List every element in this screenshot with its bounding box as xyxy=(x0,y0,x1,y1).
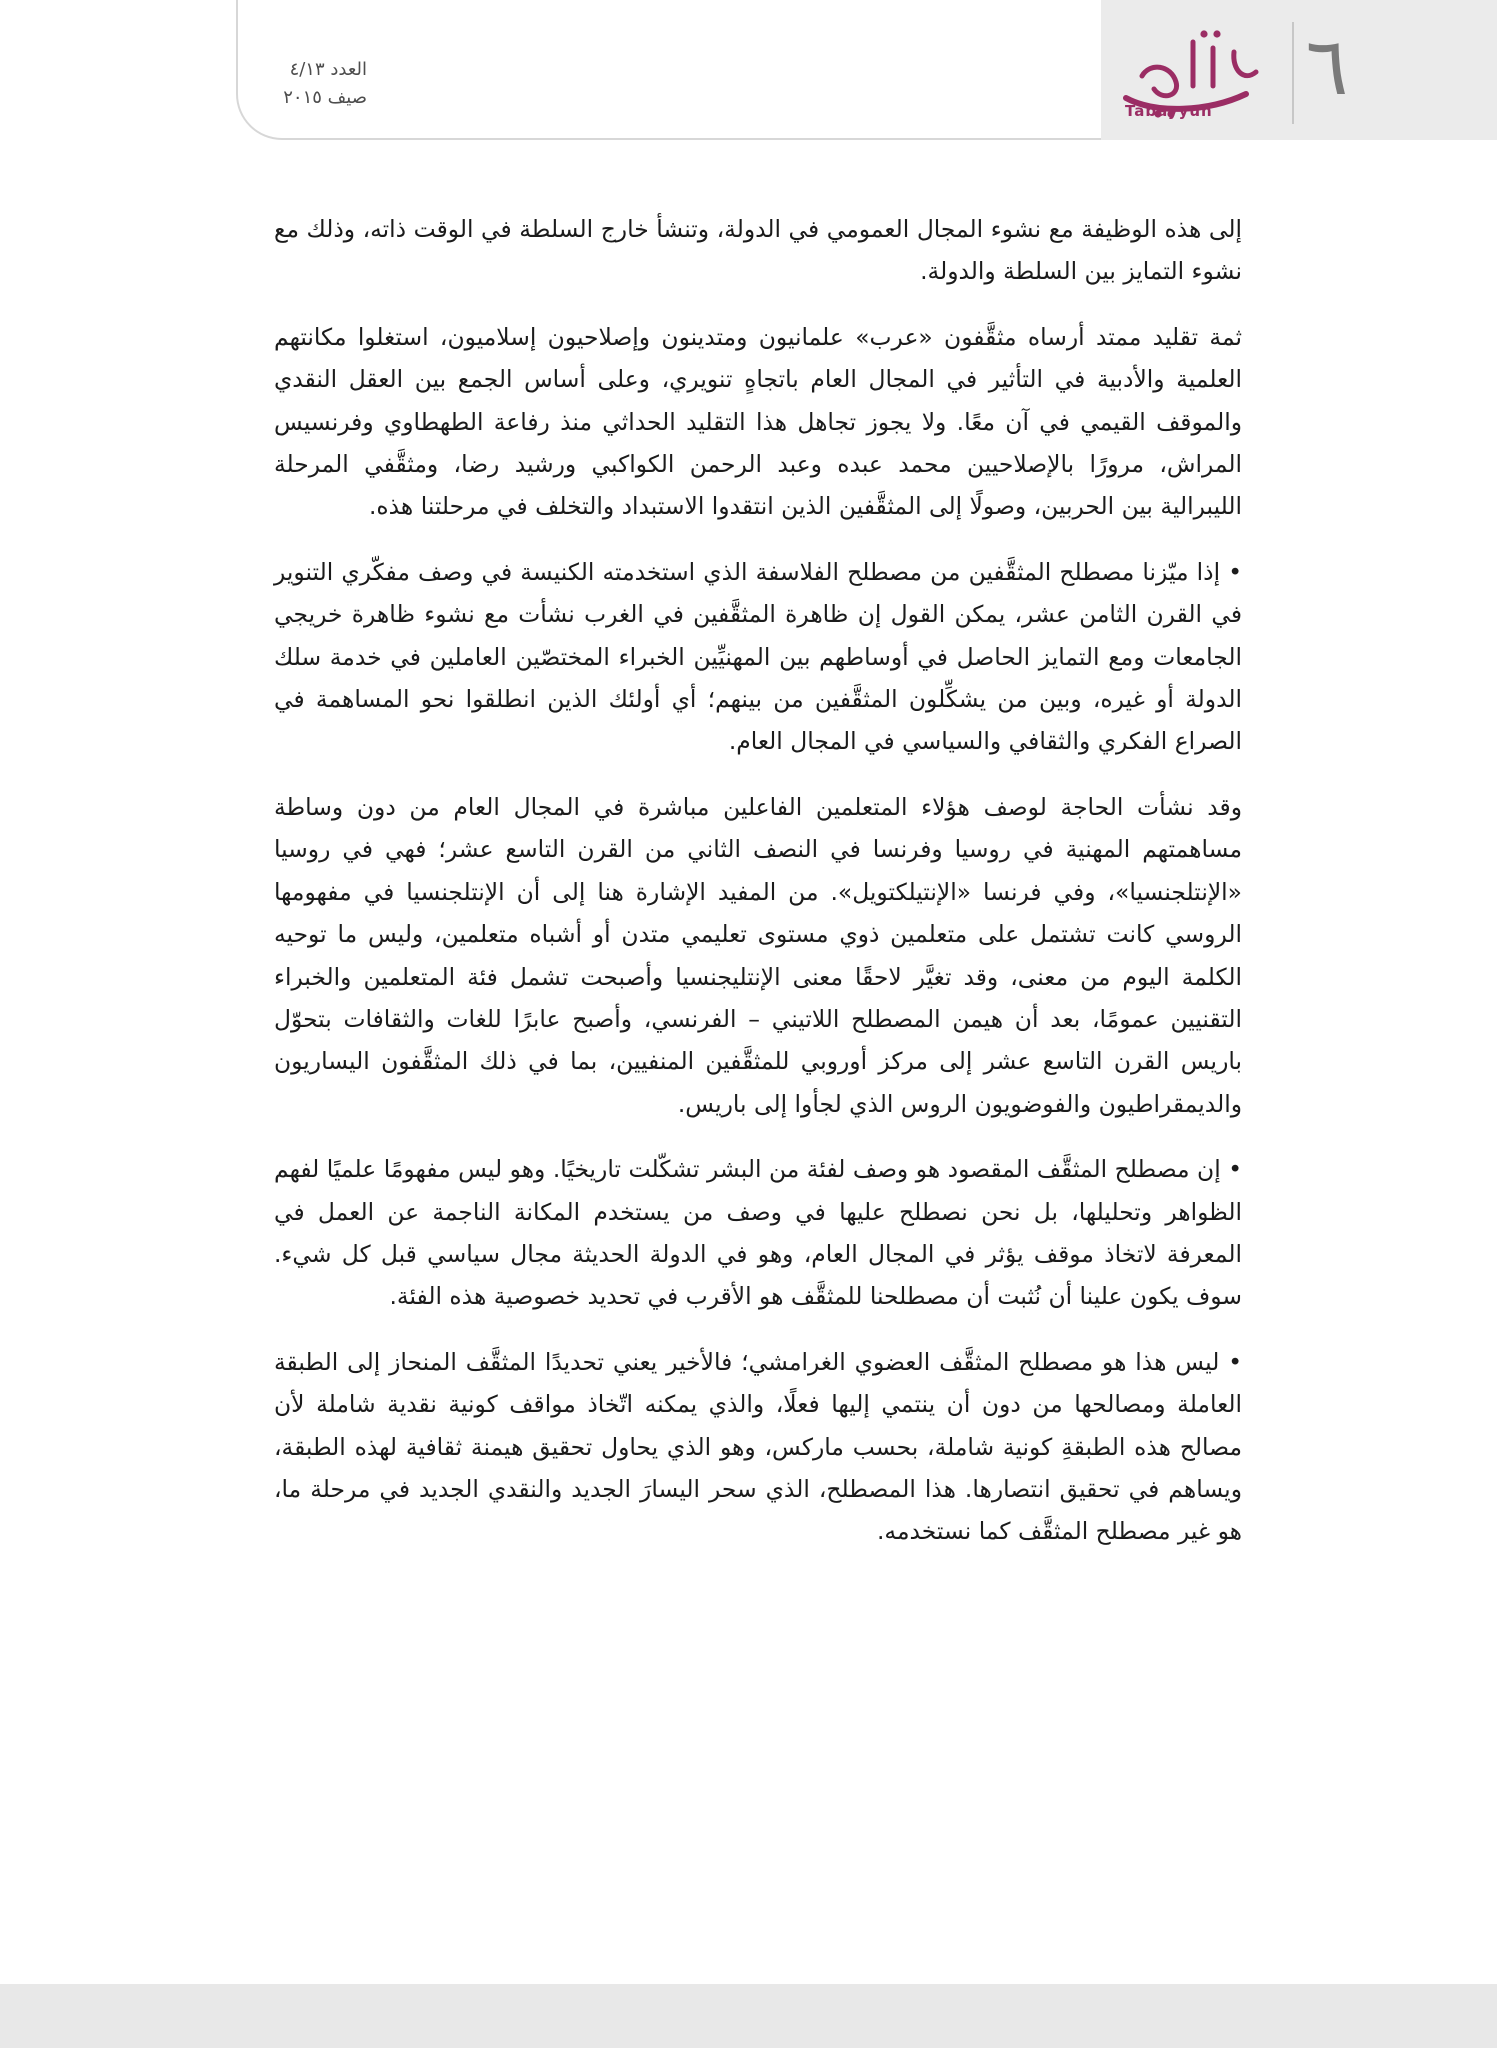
footer-band xyxy=(0,1984,1497,2048)
paragraph: وقد نشأت الحاجة لوصف هؤلاء المتعلمين الفاعلين مباشرة في المجال العام من دون وساطة مساهمتهم المهنية في روسيا وفرنسا في النصف الثاني من القرن التاسع عشر؛ فهي في روسيا «الإنتلجنسيا»، وفي فرنسا «الإنتيلكتويل». من المفيد الإشارة هنا إلى أن الإنتلجنسيا في مفهومها الروسي كانت تشتمل على متعلمين ذوي مستوى تعليمي متدن أو أشباه متعلمين، وليس ما توحيه الكلمة اليوم من معنى، وقد تغيَّر لاحقًا معنى الإنتليجنسيا وأصبحت تشمل فئة المتعلمين والخبراء التقنيين عمومًا، بعد أن هيمن المصطلح اللاتيني – الفرنسي، وأصبح عابرًا للغات والثقافات بتحوّل باريس القرن التاسع عشر إلى مركز أوروبي للمثقَّفين المنفيين، بما في ذلك المثقَّفون اليساريون والديمقراطيون والفوضويون الروس الذي لجأوا إلى باريس. xyxy=(274,792,1242,1118)
paragraph: ثمة تقليد ممتد أرساه مثقَّفون «عرب» علمانيون ومتدينون وإصلاحيون إسلاميون، استغلوا مكانتهم العلمية والأدبية في التأثير في المجال العام باتجاهٍ تنويري، وعلى أساس الجمع بين العقل النقدي والموقف القيمي في آن معًا. ولا يجوز تجاهل هذا التقليد الحداثي منذ رفاعة الطهطاوي وفرنسيس المراش، مرورًا بالإصلاحيين محمد عبده وعبد الرحمن الكواكبي ورشيد رضا، ومثقَّفي المرحلة الليبرالية بين الحربين، وصولًا إلى المثقَّفين الذين انتقدوا الاستبداد والتخلف في مرحلتنا هذه. xyxy=(274,322,1242,521)
logo-latin-text: Tabayyun xyxy=(1125,102,1213,120)
season-label: صيف ٢٠١٥ xyxy=(283,87,367,108)
issue-label: العدد ٤/١٣ xyxy=(289,59,367,80)
paragraph: • إن مصطلح المثقَّف المقصود هو وصف لفئة من البشر تشكّلت تاريخيًا. وهو ليس مفهومًا علميًا لفهم الظواهر وتحليلها، بل نحن نصطلح عليها في وصف من يستخدم المكانة الناجمة عن العمل في المعرفة لاتخاذ موقف يؤثر في المجال العام، وهو في الدولة الحديثة مجال سياسي قبل كل شيء. سوف يكون علينا أن نُثبت أن مصطلحنا للمثقَّف هو الأقرب في تحديد خصوصية هذه الفئة. xyxy=(274,1155,1242,1311)
logo-divider xyxy=(1292,22,1294,124)
paragraph: • إذا ميّزنا مصطلح المثقَّفين من مصطلح الفلاسفة الذي استخدمته الكنيسة في وصف مفكّري التنوير في القرن الثامن عشر، يمكن القول إن ظاهرة المثقَّفين في الغرب نشأت مع نشوء ظاهرة خريجي الجامعات ومع التمايز الحاصل في أوساطهم بين المهنيِّين الخبراء المختصّين العاملين في خدمة سلك الدولة أو غيره، وبين من يشكِّلون المثقَّفين من بينهم؛ أي أولئك الذين انطلقوا نحو المساهمة في الصراع الفكري والثقافي والسياسي في المجال العام. xyxy=(274,557,1242,756)
article-body xyxy=(274,208,1242,1576)
issue-info xyxy=(207,56,367,112)
paragraph: • ليس هذا هو مصطلح المثقَّف العضوي الغرامشي؛ فالأخير يعني تحديدًا المثقَّف المنحاز إلى الطبقة العاملة ومصالحها من دون أن ينتمي إليها فعلًا، والذي يمكنه اتّخاذ مواقف كونية نقدية شاملة لأن مصالح هذه الطبقةِ كونية شاملة، بحسب ماركس، وهو الذي يحاول تحقيق هيمنة ثقافية لهذه الطبقة، ويساهم في تحقيق انتصارها. هذا المصطلح، الذي سحر اليسارَ الجديد والنقدي الجديد في مرحلة ما، هو غير مصطلح المثقَّف كما نستخدمه. xyxy=(274,1347,1242,1546)
page-number: ٦ xyxy=(1305,20,1349,113)
paragraph: إلى هذه الوظيفة مع نشوء المجال العمومي في الدولة، وتنشأ خارج السلطة في الوقت ذاته، وذلك مع نشوء التمايز بين السلطة والدولة. xyxy=(274,215,1242,286)
